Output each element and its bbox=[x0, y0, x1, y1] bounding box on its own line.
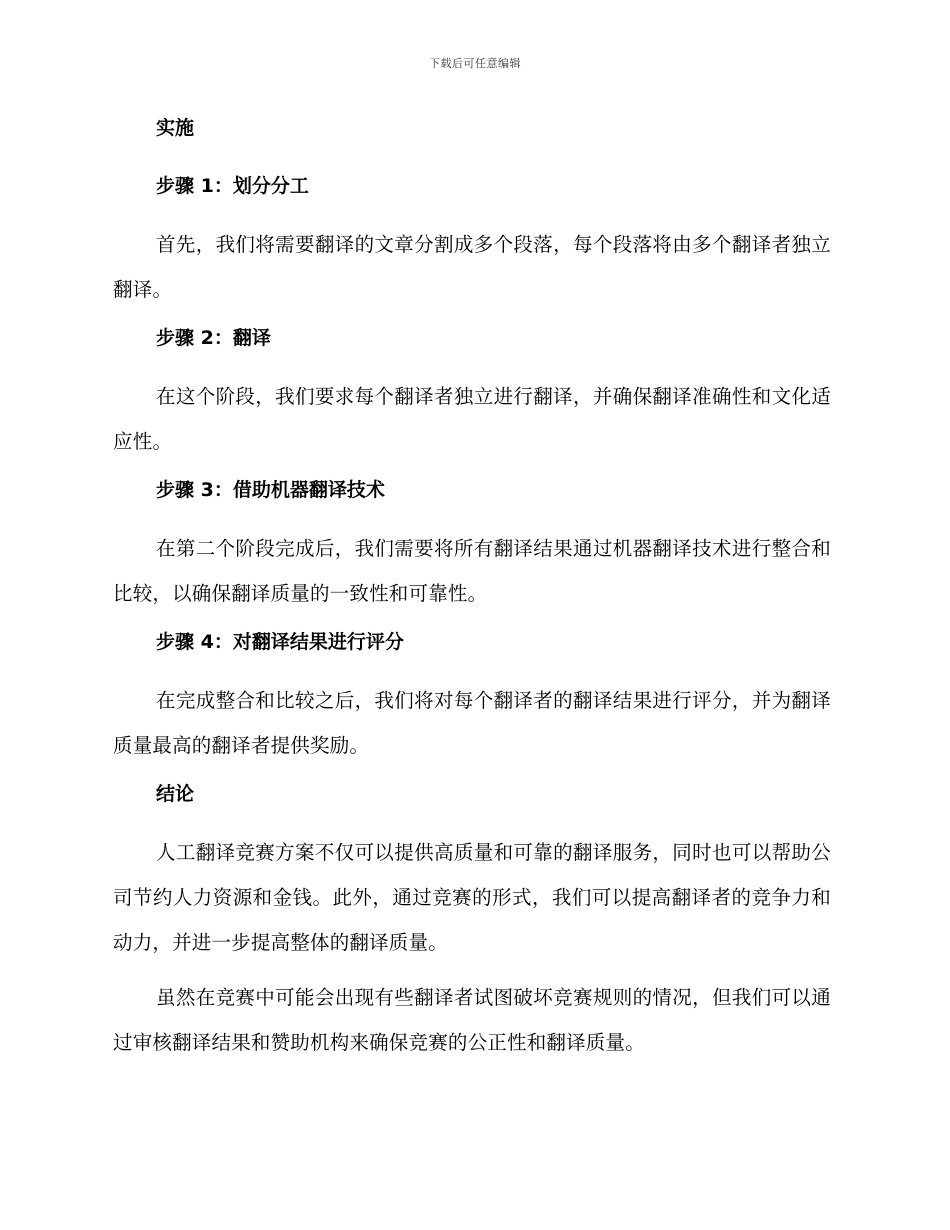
page-header-note: 下载后可任意编辑 bbox=[429, 57, 521, 70]
document-body bbox=[113, 112, 831, 1075]
step-1-heading: 步骤 1：划分分工 bbox=[156, 175, 309, 197]
step-3-heading: 步骤 3：借助机器翻译技术 bbox=[156, 479, 385, 501]
step-4-paragraph: 在完成整合和比较之后，我们将对每个翻译者的翻译结果进行评分，并为翻译质量最高的翻译者提供奖励。 bbox=[113, 689, 831, 757]
step-1-paragraph: 首先，我们将需要翻译的文章分割成多个段落，每个段落将由多个翻译者独立翻译。 bbox=[113, 233, 831, 301]
conclusion-paragraph-2: 虽然在竞赛中可能会出现有些翻译者试图破坏竞赛规则的情况，但我们可以通过审核翻译结果和赞助机构来确保竞赛的公正性和翻译质量。 bbox=[113, 986, 831, 1054]
step-2-paragraph: 在这个阶段，我们要求每个翻译者独立进行翻译，并确保翻译准确性和文化适应性。 bbox=[113, 385, 831, 453]
step-3-paragraph: 在第二个阶段完成后，我们需要将所有翻译结果通过机器翻译技术进行整合和比较，以确保翻译质量的一致性和可靠性。 bbox=[113, 537, 831, 605]
section-heading-implementation: 实施 bbox=[156, 117, 195, 139]
conclusion-paragraph-1: 人工翻译竞赛方案不仅可以提供高质量和可靠的翻译服务，同时也可以帮助公司节约人力资源和金钱。此外，通过竞赛的形式，我们可以提高翻译者的竞争力和动力，并进一步提高整体的翻译质量。 bbox=[113, 841, 831, 954]
step-4-heading: 步骤 4：对翻译结果进行评分 bbox=[156, 631, 404, 653]
step-2-heading: 步骤 2：翻译 bbox=[156, 327, 271, 349]
section-heading-conclusion: 结论 bbox=[156, 783, 195, 805]
